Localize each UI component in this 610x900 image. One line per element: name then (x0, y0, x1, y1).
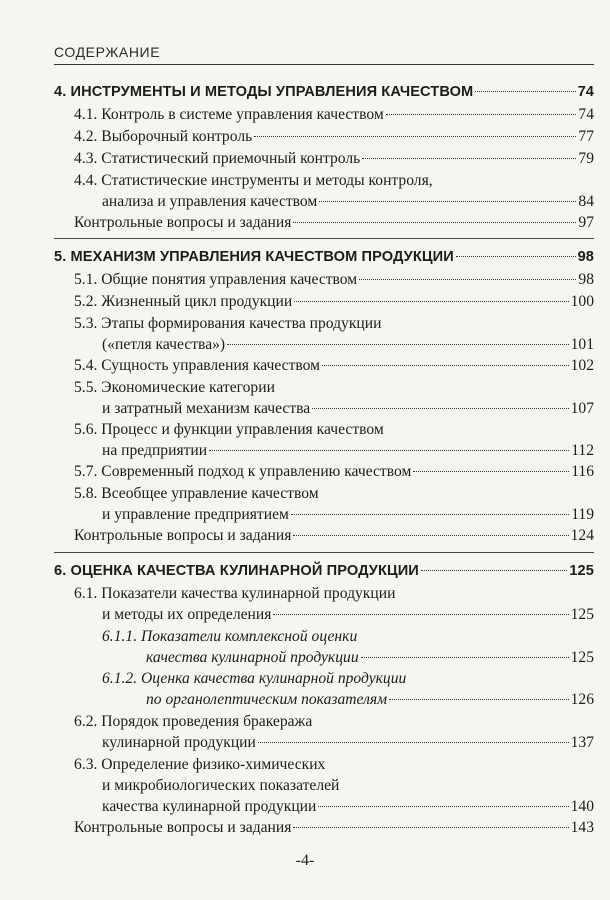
entry-text: 4.3. Статистический приемочный контроль (74, 150, 361, 167)
toc-entry-6-1-1-line1[interactable]: 6.1.1. Показатели комплексной оценки (102, 628, 358, 645)
dot-leader (359, 279, 576, 280)
header-rule (54, 64, 594, 65)
entry-text: 4.1. Контроль в системе управления качеством (74, 106, 384, 123)
chapter-title: 5. МЕХАНИЗМ УПРАВЛЕНИЯ КАЧЕСТВОМ ПРОДУКЦИИ (54, 249, 454, 265)
chapter-title: 4. ИНСТРУМЕНТЫ И МЕТОДЫ УПРАВЛЕНИЯ КАЧЕСТВОМ (54, 84, 474, 100)
toc-entry-4-1[interactable] (74, 104, 594, 125)
entry-text: и затратный механизм качества (102, 400, 311, 417)
page-ref: 102 (570, 357, 594, 374)
page-ref: 140 (570, 798, 594, 815)
toc-entry-5-5-line1[interactable]: 5.5. Экономические категории (74, 379, 275, 396)
page-ref: 98 (578, 271, 594, 288)
page-ref: 107 (570, 400, 594, 417)
dot-leader (294, 301, 568, 302)
dot-leader (318, 806, 568, 807)
toc-entry-5-2[interactable] (74, 291, 594, 312)
toc-entry-4-2[interactable] (74, 126, 594, 147)
toc-entry-6-1[interactable] (102, 604, 594, 625)
dot-leader (273, 614, 568, 615)
toc-entry-5-questions[interactable] (74, 525, 594, 546)
toc-entry-5-5[interactable] (102, 398, 594, 419)
dot-leader (209, 450, 569, 451)
toc-entry-5-4[interactable] (74, 355, 594, 376)
toc-entry-5-8[interactable] (102, 504, 594, 525)
entry-text: 4.2. Выборочный контроль (74, 128, 253, 145)
entry-text: Контрольные вопросы и задания (74, 527, 292, 544)
page-ref: 100 (570, 293, 594, 310)
dot-leader (293, 535, 568, 536)
dot-leader (254, 136, 576, 137)
toc-entry-6-1-line1[interactable]: 6.1. Показатели качества кулинарной продукции (74, 585, 396, 602)
page-ref: 116 (571, 463, 594, 480)
dot-leader (258, 742, 569, 743)
toc-entry-6-2[interactable] (102, 732, 594, 753)
page-ref: 74 (578, 106, 594, 123)
entry-text: кулинарной продукции (102, 734, 256, 751)
chapter-6-entry[interactable] (54, 561, 594, 582)
toc-entry-5-8-line1[interactable]: 5.8. Всеобщее управление качеством (74, 485, 319, 502)
toc-entry-5-7[interactable] (74, 461, 594, 482)
entry-text: («петля качества») (102, 336, 226, 353)
toc-entry-6-3[interactable] (102, 796, 594, 817)
toc-entry-5-3-line1[interactable]: 5.3. Этапы формирования качества продукции (74, 315, 382, 332)
toc-entry-5-6-line1[interactable]: 5.6. Процесс и функции управления качеством (74, 421, 384, 438)
dot-leader (389, 699, 569, 700)
dot-leader (386, 114, 577, 115)
section-divider (54, 238, 594, 239)
dot-leader (421, 570, 567, 571)
entry-text: анализа и управления качеством (102, 193, 318, 210)
entry-text: Контрольные вопросы и задания (74, 819, 292, 836)
dot-leader (413, 471, 569, 472)
page-ref: 137 (570, 734, 594, 751)
page-ref: 126 (570, 691, 594, 708)
page-ref: 101 (570, 336, 594, 353)
chapter-title: 6. ОЦЕНКА КАЧЕСТВА КУЛИНАРНОЙ ПРОДУКЦИИ (54, 563, 419, 579)
page-ref: 119 (571, 506, 594, 523)
page-ref: 143 (570, 819, 594, 836)
toc-entry-4-4[interactable] (102, 191, 594, 212)
page-ref: 125 (570, 606, 594, 623)
page-ref: 84 (578, 193, 594, 210)
dot-leader (291, 514, 569, 515)
dot-leader (293, 827, 568, 828)
dot-leader (293, 222, 576, 223)
page-ref: 125 (569, 563, 594, 579)
entry-text: по органолептическим показателям (146, 691, 388, 708)
dot-leader (312, 408, 568, 409)
page-ref: 112 (571, 442, 594, 459)
toc-entry-4-4-line1[interactable]: 4.4. Статистические инструменты и методы контроля, (74, 172, 433, 189)
toc-entry-6-questions[interactable] (74, 817, 594, 838)
toc-entry-6-3-line1[interactable]: 6.3. Определение физико-химических (74, 756, 326, 773)
chapter-4-entry[interactable] (54, 82, 594, 103)
section-divider (54, 552, 594, 553)
dot-leader (227, 344, 568, 345)
dot-leader (475, 91, 575, 92)
page-ref: 74 (577, 84, 594, 100)
page-ref: 77 (578, 128, 594, 145)
entry-text: на предприятии (102, 442, 208, 459)
dot-leader (319, 201, 576, 202)
entry-text: и методы их определения (102, 606, 272, 623)
page-ref: 79 (578, 150, 594, 167)
dot-leader (362, 158, 576, 159)
entry-text: Контрольные вопросы и задания (74, 214, 292, 231)
dot-leader (456, 256, 576, 257)
page-ref: 124 (570, 527, 594, 544)
entry-text: 5.1. Общие понятия управления качеством (74, 271, 358, 288)
page-ref: 125 (570, 649, 594, 666)
toc-entry-4-3[interactable] (74, 148, 594, 169)
page-number: -4- (295, 852, 315, 869)
running-head: СОДЕРЖАНИЕ (54, 44, 161, 60)
entry-text: 5.7. Современный подход к управлению качеством (74, 463, 412, 480)
toc-entry-6-2-line1[interactable]: 6.2. Порядок проведения бракеража (74, 713, 313, 730)
entry-text: 5.4. Сущность управления качеством (74, 357, 321, 374)
entry-text: качества кулинарной продукции (102, 798, 317, 815)
entry-text: качества кулинарной продукции (146, 649, 359, 666)
toc-entry-5-6[interactable] (102, 440, 594, 461)
dot-leader (361, 657, 569, 658)
toc-entry-5-3[interactable] (102, 334, 594, 355)
toc-entry-6-1-2-line1[interactable]: 6.1.2. Оценка качества кулинарной продукции (102, 670, 407, 687)
toc-entry-6-1-1[interactable] (146, 647, 594, 668)
toc-entry-5-1[interactable] (74, 269, 594, 290)
toc-entry-6-3-line2[interactable]: и микробиологических показателей (102, 777, 340, 794)
entry-text: и управление предприятием (102, 506, 289, 523)
entry-text: 5.2. Жизненный цикл продукции (74, 293, 293, 310)
chapter-5-entry[interactable] (54, 247, 594, 268)
page-ref: 98 (577, 249, 594, 265)
dot-leader (322, 365, 569, 366)
page-ref: 97 (578, 214, 594, 231)
toc-entry-4-questions[interactable] (74, 212, 594, 233)
toc-entry-6-1-2[interactable] (146, 689, 594, 710)
